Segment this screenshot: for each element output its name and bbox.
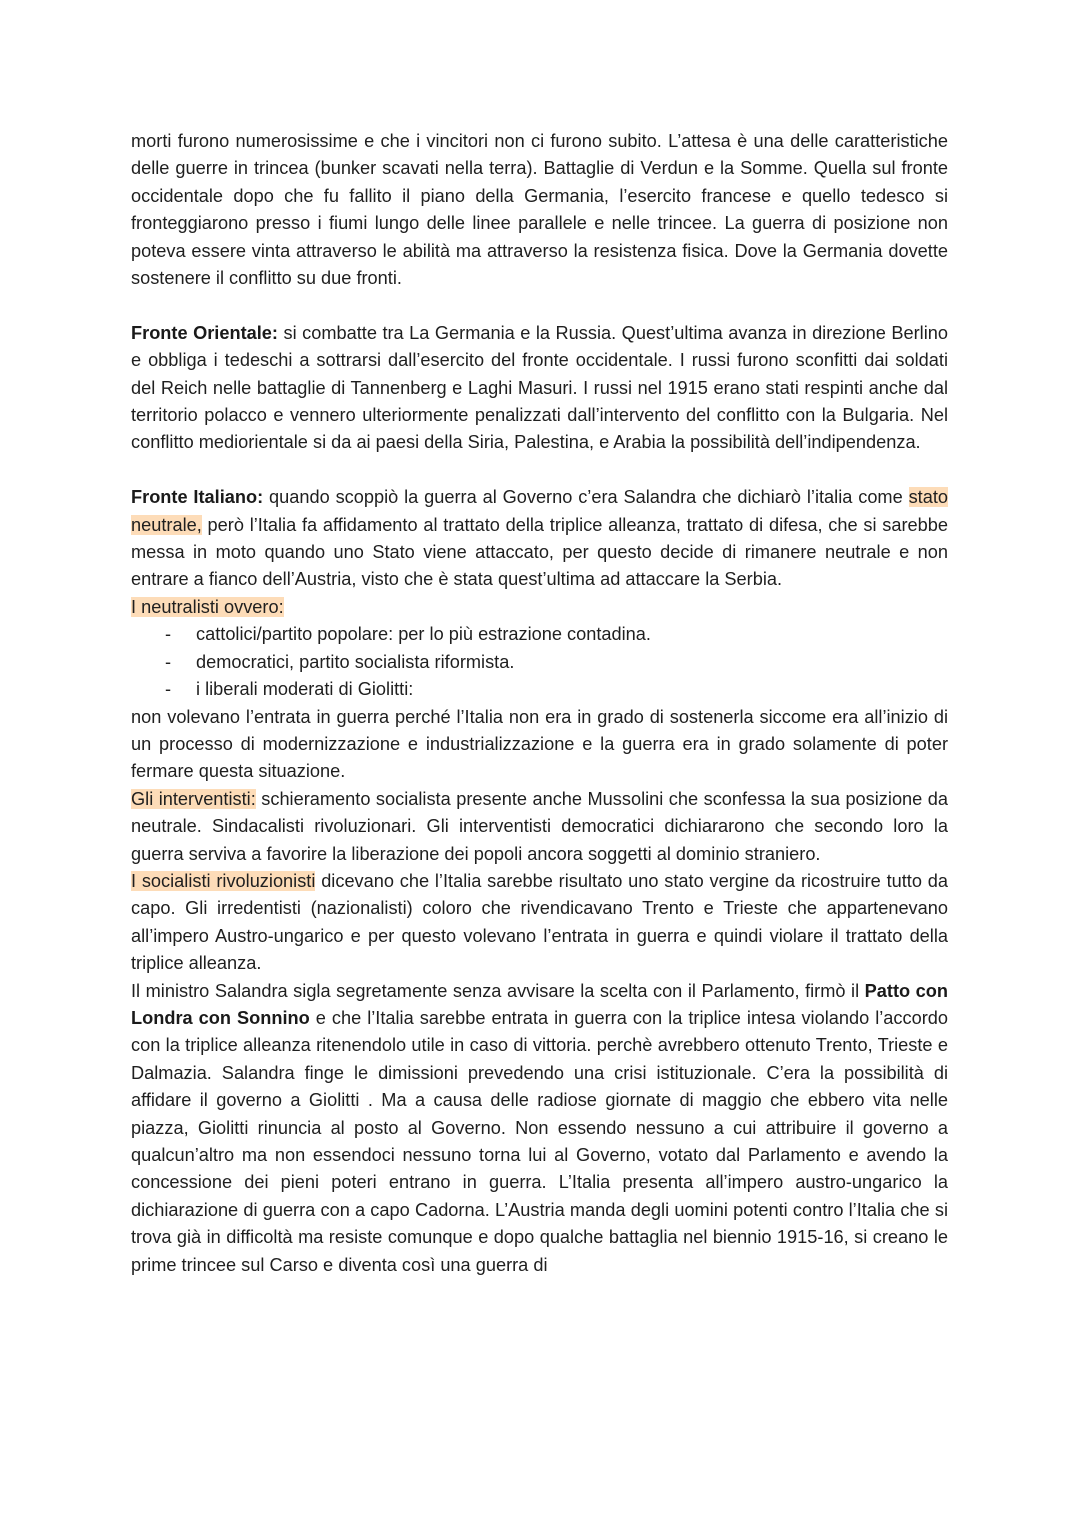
paragraph-london-pact <box>131 978 948 1279</box>
london-pact-text-a: Il ministro Salandra sigla segretamente senza avvisare la scelta con il Parlamento, firmò il <box>131 980 865 1001</box>
interventionists-text: schieramento socialista presente anche Mussolini che sconfessa la sua posizione da neutrale. Sindacalisti rivoluzionari. Gli interventisti democratici dichiararono che secondo loro la guerra serviva a favorire la liberazione dei popoli ancora soggetti al dominio straniero. <box>131 788 949 864</box>
paragraph-eastern-front <box>131 320 948 457</box>
list-item <box>131 676 948 703</box>
neutralists-heading-line <box>131 594 948 621</box>
paragraph-gap <box>131 457 948 484</box>
italian-front-text-a: quando scoppiò la guerra al Governo c’era Salandra che dichiarò l’italia come <box>263 487 909 508</box>
interventionists-heading: Gli interventisti: <box>131 788 256 809</box>
neutralists-heading: I neutralisti ovvero: <box>131 596 284 617</box>
london-pact-bold: Patto con Londra con Sonnino <box>131 980 949 1028</box>
list-item <box>131 621 948 648</box>
list-dash: - <box>165 624 172 645</box>
paragraph-revolutionary-socialists <box>131 868 948 978</box>
paragraph-gap <box>131 292 948 319</box>
revolutionary-socialists-text: dicevano che l’Italia sarebbe risultato uno stato vergine da ricostruire tutto da capo. Gli irredentisti (nazionalisti) coloro che rivendicavano Trento e Trieste che appartenevano all’impero Austro-ungarico e per questo volevano l’entrata in guerra e quindi violare il trattato della triplice alleanza. <box>131 870 948 974</box>
paragraph-interventionists <box>131 786 948 868</box>
eastern-front-title: Fronte Orientale: <box>131 322 278 343</box>
list-item-text: democratici, partito socialista riformista. <box>196 651 515 672</box>
revolutionary-socialists-heading: I socialisti rivoluzionisti <box>131 870 316 891</box>
paragraph-italian-front <box>131 484 948 594</box>
paragraph-western-front: morti furono numerosissime e che i vincitori non ci furono subito. L’attesa è una delle caratteristiche delle guerre in trincea (bunker scavati nella terra). Battaglie di Verdun e la Somme. Quella sul fronte occidentale dopo che fu fallito il piano della Germania, l’esercito francese e quello tedesco si fronteggiarono presso i fiumi lungo delle linee parallele e nelle trincee. La guerra di posizione non poteva essere vinta attraverso le abilità ma attraverso la resistenza fisica. Dove la Germania dovette sostenere il conflitto su due fronti. <box>131 131 948 289</box>
italian-front-title: Fronte Italiano: <box>131 487 264 508</box>
list-item-text: cattolici/partito popolare: per lo più estrazione contadina. <box>196 624 651 645</box>
highlight-neutral-state: stato neutrale, <box>131 487 948 535</box>
list-dash: - <box>165 679 172 700</box>
london-pact-text-b: e che l’Italia sarebbe entrata in guerra con la triplice intesa violando l’accordo con la triplice alleanza ritenendolo utile in caso di vittoria. perchè avrebbero ottenuto Trento, Trieste e Dalmazia. Salandra finge le dimissioni prevedendo una crisi istituzionale. C’era la possibilità di affidare il governo a Giolitti . Ma a causa delle radiose giornate di maggio che ebbero vita nelle piazza, Giolitti rinuncia al posto al Governo. Non essendo nessuno a cui attribuire il governo a qualcun’altro ma non essendoci nessuno torna lui al Governo, votato dal Parlamento e avendo la concessione dei pieni poteri entrano in guerra. L’Italia presenta all’impero austro-ungarico la dichiarazione di guerra con a capo Cadorna. L’Austria manda degli uomini potenti contro l’Italia che si trova già in difficoltà ma resiste comunque e dopo qualche battaglia nel biennio 1915-16, si creano le prime trincee sul Carso e diventa così una guerra di <box>131 1007 949 1275</box>
neutralists-list <box>131 621 948 703</box>
list-item <box>131 649 948 676</box>
paragraph-neutralists-reason: non volevano l’entrata in guerra perché l’Italia non era in grado di sostenerla siccome era all’inizio di un processo di modernizzazione e industrializzazione e la guerra era in grado solamente di poter fermare questa situazione. <box>131 706 948 782</box>
list-dash: - <box>165 651 172 672</box>
list-item-text: i liberali moderati di Giolitti: <box>196 679 414 700</box>
eastern-front-text: si combatte tra La Germania e la Russia. Quest’ultima avanza in direzione Berlino e obbliga i tedeschi a sottrarsi dall’esercito del fronte occidentale. I russi furono sconfitti dai soldati del Reich nelle battaglie di Tannenberg e Laghi Masuri. I russi nel 1915 erano stati respinti anche dal territorio polacco e vennero ulteriormente penalizzati dall’intervento del conflitto con la Bulgaria. Nel conflitto mediorientale si da ai paesi della Siria, Palestina, e Arabia la possibilità dell’indipendenza. <box>131 322 948 453</box>
italian-front-text-b: però l’Italia fa affidamento al trattato della triplice alleanza, trattato di difesa, che si sarebbe messa in moto quando uno Stato viene attaccato, per questo decide di rimanere neutrale e non entrare a fianco dell’Austria, visto che è stata quest’ultima ad attaccare la Serbia. <box>131 514 948 590</box>
